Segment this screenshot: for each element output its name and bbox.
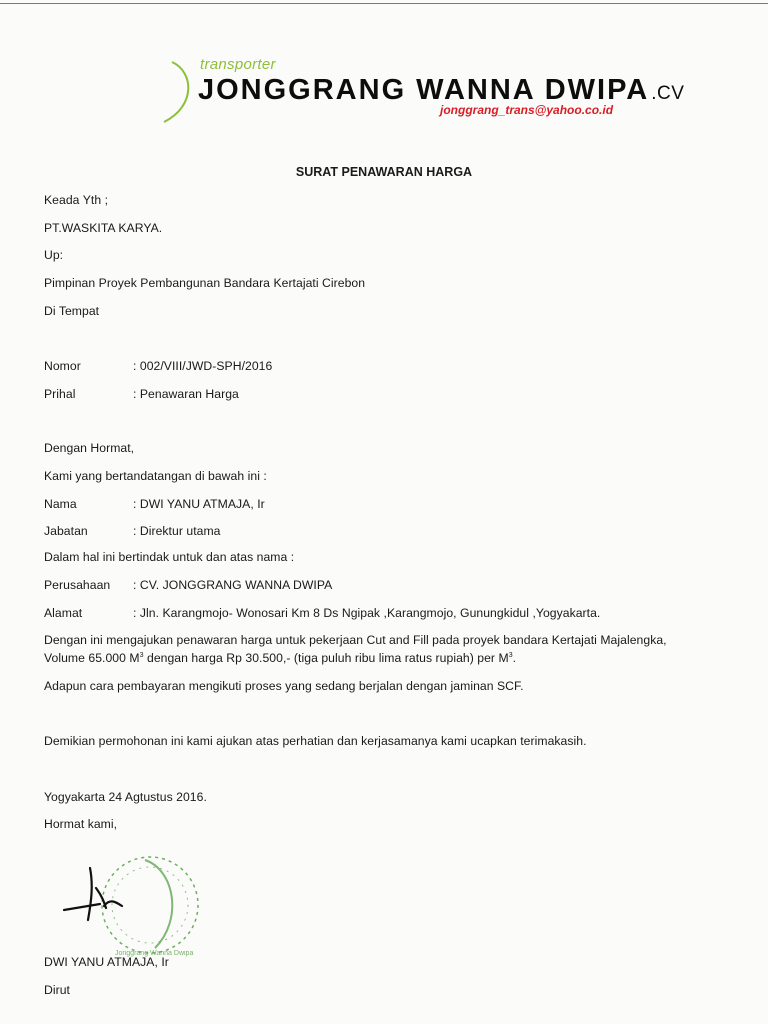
- recipient-place: Di Tempat: [44, 304, 100, 318]
- top-border-line: [0, 3, 768, 4]
- stamp-text: Jonggrang Wanna Dwipa: [115, 950, 194, 957]
- signer-position: Dirut: [44, 983, 70, 997]
- closing-text: Demikian permohonan ini kami ajukan atas perhatian dan kerjasamanya kami ucapkan terimakasih.: [44, 734, 587, 748]
- nomor-label: Nomor: [44, 359, 81, 373]
- letterhead-company: JONGGRANG WANNA DWIPA .CV: [198, 74, 685, 106]
- recipient-salutation: Keada Yth ;: [44, 193, 109, 207]
- recipient-attn-name: Pimpinan Proyek Pembangunan Bandara Kertajati Cirebon: [44, 276, 366, 290]
- letterhead-email: jonggrang_trans@yahoo.co.id: [440, 103, 614, 117]
- perusahaan-label: Perusahaan: [44, 578, 111, 592]
- jabatan-label: Jabatan: [44, 524, 88, 538]
- letter-title: SURAT PENAWARAN HARGA: [295, 165, 473, 179]
- prihal-value: : Penawaran Harga: [133, 387, 239, 401]
- intro-text: Kami yang bertandatangan di bawah ini :: [44, 469, 267, 483]
- jabatan-value: : Direktur utama: [133, 524, 221, 538]
- payment-text: Adapun cara pembayaran mengikuti proses yang sedang berjalan dengan jaminan SCF.: [44, 679, 524, 693]
- letterhead-tagline: transporter: [200, 56, 276, 73]
- alamat-value: : Jln. Karangmojo- Wonosari Km 8 Ds Ngipak ,Karangmojo, Gunungkidul ,Yogyakarta.: [133, 606, 601, 620]
- signature: [60, 858, 140, 928]
- acting-text: Dalam hal ini bertindak untuk dan atas nama :: [44, 550, 295, 564]
- recipient-company: PT.WASKITA KARYA.: [44, 221, 163, 235]
- recipient-attn: Up:: [44, 248, 64, 262]
- signer-name: DWI YANU ATMAJA, Ir: [44, 955, 169, 969]
- place-date: Yogyakarta 24 Agtustus 2016.: [44, 790, 207, 804]
- perusahaan-value: : CV. JONGGRANG WANNA DWIPA: [133, 578, 333, 592]
- nama-label: Nama: [44, 497, 77, 511]
- prihal-label: Prihal: [44, 387, 76, 401]
- regards: Hormat kami,: [44, 817, 118, 831]
- offer-line-2: Volume 65.000 $M^3$ dengan harga Rp 30.500,- (tiga puluh ribu lima ratus rupiah) per $M^3$.: [44, 651, 517, 665]
- nama-value: : DWI YANU ATMAJA, Ir: [133, 497, 265, 511]
- offer-line-1: Dengan ini mengajukan penawaran harga untuk pekerjaan Cut and Fill pada proyek bandara Kertajati Majalengka,: [44, 633, 667, 647]
- greeting: Dengan Hormat,: [44, 441, 135, 455]
- alamat-label: Alamat: [44, 606, 83, 620]
- logo-swoosh-icon: [160, 58, 200, 128]
- nomor-value: : 002/VIII/JWD-SPH/2016: [133, 359, 273, 373]
